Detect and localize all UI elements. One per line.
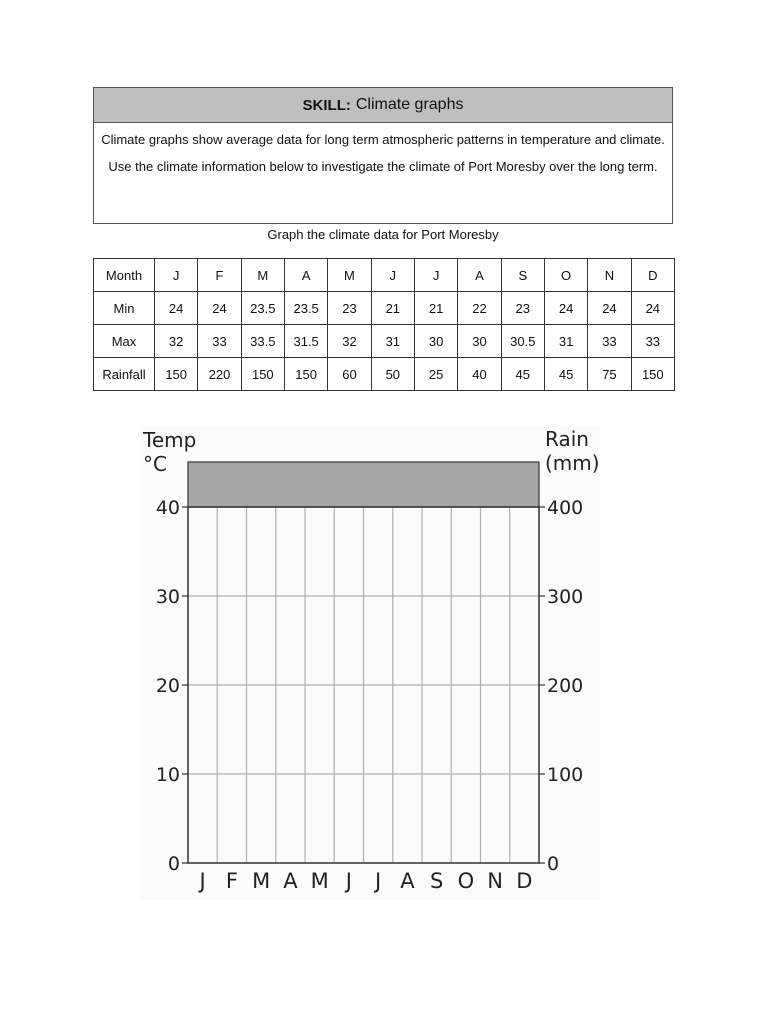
month-label: M <box>252 869 271 893</box>
table-cell: 24 <box>631 292 674 325</box>
skill-label: SKILL: <box>302 96 351 114</box>
table-cell: 21 <box>414 292 457 325</box>
table-cell: 23 <box>501 292 544 325</box>
graph-instruction: Graph the climate data for Port Moresby <box>267 227 499 242</box>
skill-paragraph-2: Use the climate information below to investigate the climate of Port Moresby over the long term. <box>108 159 658 174</box>
table-cell: A <box>458 259 501 292</box>
month-label: D <box>516 869 533 893</box>
table-row-min <box>94 292 675 325</box>
table-cell: 22 <box>458 292 501 325</box>
table-cell: 25 <box>414 358 457 391</box>
row-label: Min <box>94 292 155 325</box>
month-label: O <box>457 869 475 893</box>
table-cell: S <box>501 259 544 292</box>
row-label: Max <box>94 325 155 358</box>
month-label: N <box>487 869 503 893</box>
month-label: F <box>225 869 238 893</box>
chart-header-band <box>188 462 539 507</box>
left-tick-label: 30 <box>155 586 180 608</box>
row-label: Month <box>94 259 155 292</box>
table-cell: 32 <box>155 325 198 358</box>
table-cell: 24 <box>198 292 241 325</box>
left-axis-title-line2: °C <box>143 452 167 476</box>
month-label: A <box>283 869 298 893</box>
table-cell: 45 <box>544 358 587 391</box>
table-cell: 24 <box>588 292 631 325</box>
table-cell: 150 <box>284 358 327 391</box>
table-cell: 23 <box>328 292 371 325</box>
month-label: J <box>375 869 382 893</box>
table-cell: 30 <box>414 325 457 358</box>
right-tick-label: 400 <box>547 497 584 519</box>
skill-title: Climate graphs <box>355 96 464 113</box>
table-cell: 75 <box>588 358 631 391</box>
table-cell: 40 <box>458 358 501 391</box>
left-tick-label: 10 <box>155 764 180 786</box>
climate-data-table <box>93 258 675 391</box>
skill-box <box>93 87 673 224</box>
table-cell: A <box>284 259 327 292</box>
table-cell: 21 <box>371 292 414 325</box>
table-row-rainfall <box>94 358 675 391</box>
table-cell: 50 <box>371 358 414 391</box>
month-label: M <box>310 869 329 893</box>
table-cell: 30.5 <box>501 325 544 358</box>
table-cell: J <box>371 259 414 292</box>
table-cell: 33 <box>631 325 674 358</box>
table-cell: 32 <box>328 325 371 358</box>
right-tick-label: 100 <box>547 764 584 786</box>
month-label: J <box>345 869 352 893</box>
table-cell: 33.5 <box>241 325 284 358</box>
table-cell: 150 <box>241 358 284 391</box>
skill-paragraph-1: Climate graphs show average data for long term atmospheric patterns in temperature and climate. <box>101 132 665 147</box>
right-tick-label: 0 <box>547 853 560 875</box>
month-label: J <box>199 869 206 893</box>
left-axis-title-line1: Temp <box>143 428 197 452</box>
table-cell: 24 <box>155 292 198 325</box>
table-cell: F <box>198 259 241 292</box>
table-row-max <box>94 325 675 358</box>
table-cell: M <box>241 259 284 292</box>
right-axis-title-line2: (mm) <box>545 451 600 475</box>
skill-header <box>94 88 672 123</box>
skill-description <box>94 123 672 177</box>
table-cell: 24 <box>544 292 587 325</box>
table-cell: 23.5 <box>284 292 327 325</box>
table-cell: 150 <box>155 358 198 391</box>
left-tick-label: 0 <box>167 853 180 875</box>
table-cell: 31 <box>544 325 587 358</box>
right-tick-label: 200 <box>547 675 584 697</box>
table-cell: J <box>414 259 457 292</box>
table-cell: 45 <box>501 358 544 391</box>
table-cell: J <box>155 259 198 292</box>
table-cell: M <box>328 259 371 292</box>
left-tick-label: 40 <box>155 497 180 519</box>
table-cell: O <box>544 259 587 292</box>
month-label: A <box>400 869 415 893</box>
table-cell: 150 <box>631 358 674 391</box>
table-cell: D <box>631 259 674 292</box>
table-cell: 33 <box>198 325 241 358</box>
table-row-month <box>94 259 675 292</box>
table-cell: N <box>588 259 631 292</box>
table-cell: 220 <box>198 358 241 391</box>
month-label: S <box>429 869 444 893</box>
left-tick-label: 20 <box>155 675 180 697</box>
table-cell: 23.5 <box>241 292 284 325</box>
row-label: Rainfall <box>94 358 155 391</box>
table-cell: 30 <box>458 325 501 358</box>
table-cell: 31 <box>371 325 414 358</box>
right-axis-title-line1: Rain <box>545 427 589 451</box>
climate-graph-template <box>140 425 600 900</box>
table-cell: 60 <box>328 358 371 391</box>
right-tick-label: 300 <box>547 586 584 608</box>
table-cell: 31.5 <box>284 325 327 358</box>
table-cell: 33 <box>588 325 631 358</box>
